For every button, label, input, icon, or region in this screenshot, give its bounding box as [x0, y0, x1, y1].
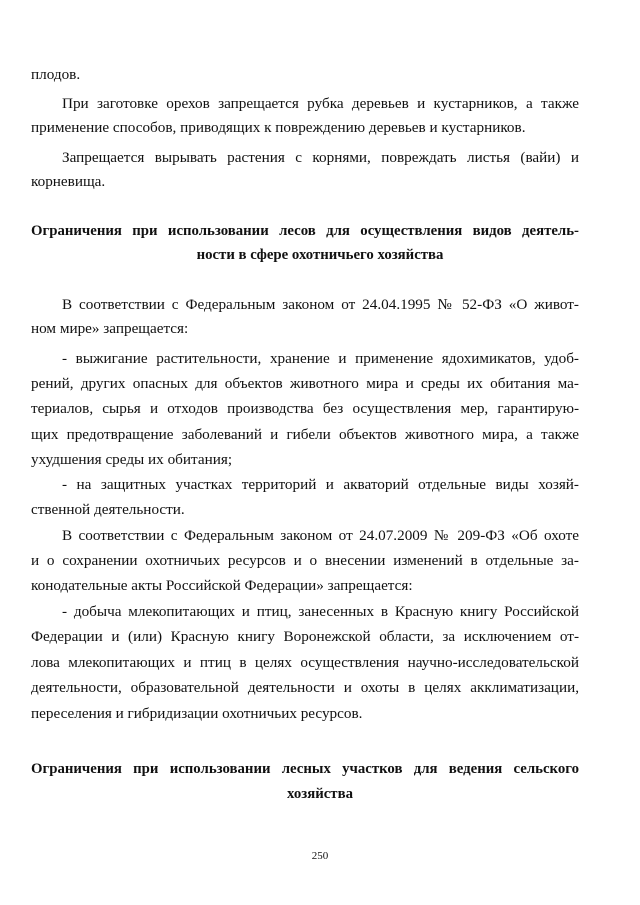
section-heading: Ограничения при использовании лесов для осуществления видов деятель- — [31, 223, 579, 239]
list-item-line: - на защитных участках территорий и акваторий отдельные виды хозяй- — [62, 476, 579, 493]
text-line: ном мире» запрещается: — [31, 320, 189, 337]
list-item-line: - добыча млекопитающих и птиц, занесенных в Красную книгу Российской — [62, 603, 579, 620]
page-number: 250 — [311, 850, 329, 862]
list-item-line: - выжигание растительности, хранение и применение ядохимикатов, удоб- — [62, 350, 579, 367]
section-heading: хозяйства — [287, 786, 353, 802]
text-line: и о сохранении охотничьих ресурсов и о внесении изменений в отдельные за- — [31, 552, 579, 569]
text-line: конодательные акты Российской Федерации» запрещается: — [31, 577, 413, 594]
text-line: ухудшения среды их обитания; — [31, 451, 233, 468]
text-line: лова млекопитающих и птиц в целях осуществления научно-исследовательской — [31, 654, 579, 671]
text-line: деятельности, образовательной деятельности и охоты в целях акклиматизации, — [31, 679, 579, 696]
text-line: щих предотвращение заболеваний и гибели объектов животного мира, а также — [31, 426, 579, 443]
text-line: корневища. — [31, 173, 106, 190]
text-line: переселения и гибридизации охотничьих ресурсов. — [31, 705, 363, 722]
text-line: териалов, сырья и отходов производства без осуществления мер, гарантирую- — [31, 400, 579, 417]
section-heading: Ограничения при использовании лесных участков для ведения сельского — [31, 761, 579, 777]
paragraph-first-line: Запрещается вырывать растения с корнями, повреждать листья (вайи) и — [62, 149, 579, 166]
text-line: Федерации и (или) Красную книгу Воронежской области, за исключением от- — [31, 628, 579, 645]
text-line: применение способов, приводящих к повреждению деревьев и кустарников. — [31, 119, 526, 136]
paragraph-first-line: В соответствии с Федеральным законом от 24.07.2009 № 209-ФЗ «Об охоте — [62, 527, 579, 544]
text-line: ственной деятельности. — [31, 501, 185, 518]
paragraph-first-line: В соответствии с Федеральным законом от 24.04.1995 № 52-ФЗ «О живот- — [62, 296, 579, 313]
paragraph-first-line: При заготовке орехов запрещается рубка деревьев и кустарников, а также — [62, 95, 579, 112]
text-line: рений, других опасных для объектов животного мира и среды их обитания ма- — [31, 375, 579, 392]
text-line: плодов. — [31, 66, 81, 83]
section-heading: ности в сфере охотничьего хозяйства — [196, 247, 444, 263]
